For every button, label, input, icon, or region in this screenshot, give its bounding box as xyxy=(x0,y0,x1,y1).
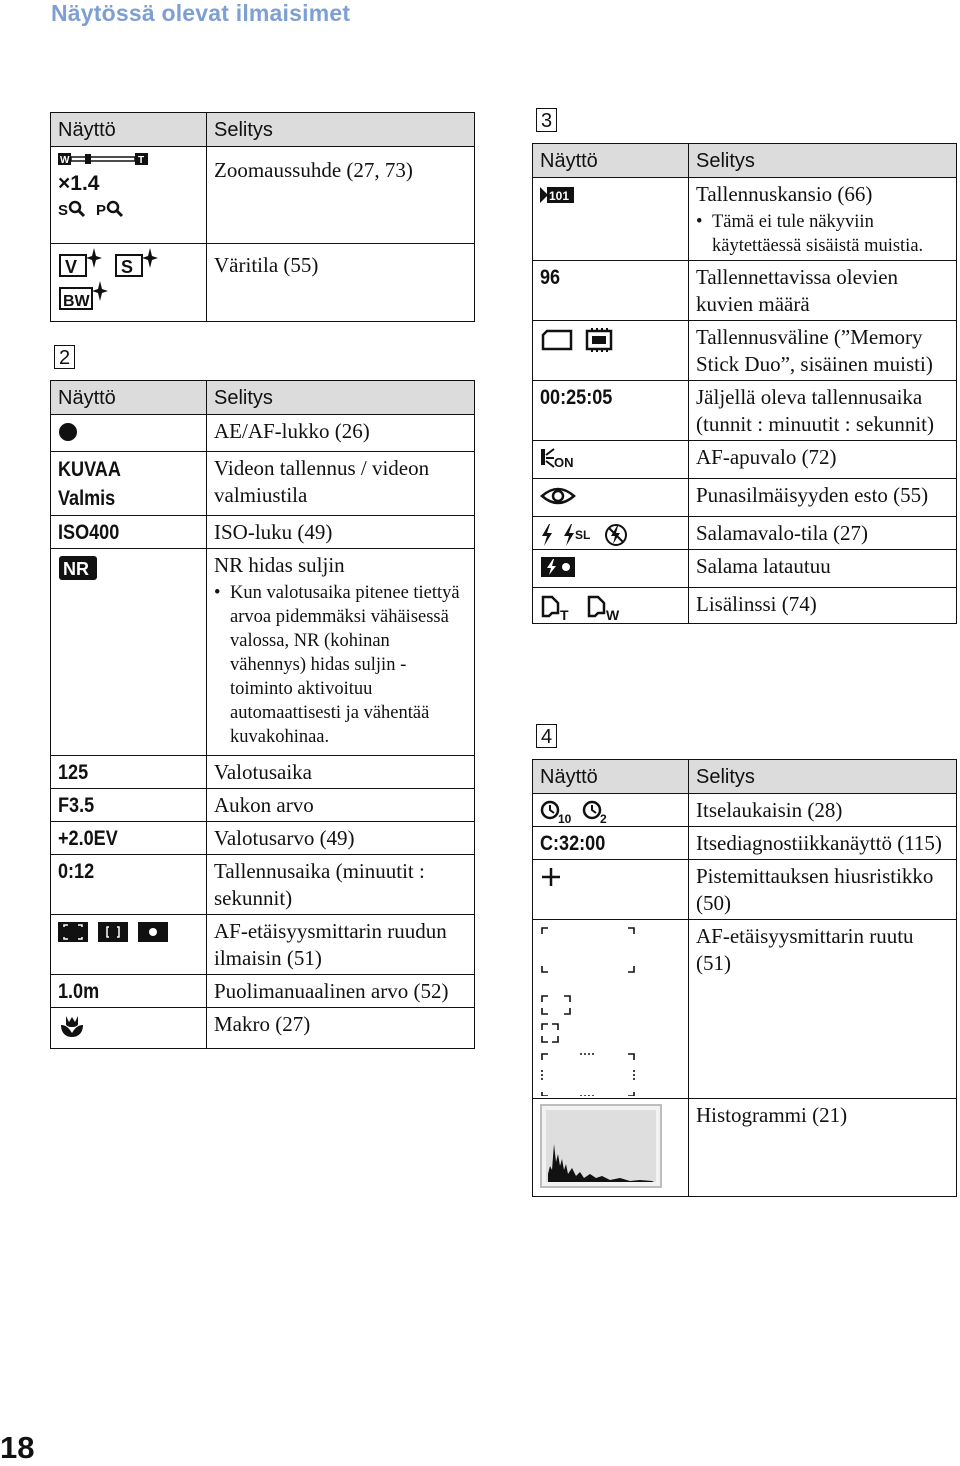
vivid-mode-icon xyxy=(58,248,102,278)
table-row xyxy=(51,756,475,789)
explanation-cell: Histogrammi (21) xyxy=(689,1099,957,1197)
iso-value: ISO400 xyxy=(58,521,120,544)
page-number: 18 xyxy=(0,1430,35,1465)
tele-conversion-lens-icon xyxy=(540,593,576,621)
self-diagnosis-value: C:32:00 xyxy=(540,832,606,855)
explanation-cell: Valotusaika xyxy=(207,756,475,789)
table-row xyxy=(533,920,957,1099)
explanation-cell: Valotusarvo (49) xyxy=(207,822,475,855)
af-range-finder-frames-icon xyxy=(540,926,636,1096)
remaining-images-value: 96 xyxy=(540,266,561,289)
table-row xyxy=(533,1099,957,1197)
color-mode-icons xyxy=(51,244,207,322)
precision-zoom-icon: P xyxy=(96,197,124,224)
explanation-cell: Salamavalo-tila (27) xyxy=(689,517,957,550)
svg-text:SL: SL xyxy=(575,528,591,542)
wide-conversion-lens-icon xyxy=(586,593,626,621)
svg-text:W: W xyxy=(60,155,70,166)
explanation-cell: NR hidas suljin xyxy=(214,553,345,577)
explanation-cell: AF-apuvalo (72) xyxy=(689,441,957,479)
zoom-indicators xyxy=(51,147,207,244)
explanation-cell: Makro (27) xyxy=(207,1008,475,1049)
zoom-bar-icon xyxy=(58,152,148,166)
svg-text:ON: ON xyxy=(554,455,574,469)
table-row xyxy=(51,855,475,915)
svg-text:W: W xyxy=(606,607,620,621)
exposure-value: +2.0EV xyxy=(58,827,118,850)
remaining-time-value: 00:25:05 xyxy=(540,386,613,409)
explanation-cell: Väritila (55) xyxy=(207,244,475,322)
recording-status-text: KUVAA xyxy=(58,458,121,481)
header-explanation: Selitys xyxy=(689,144,957,178)
explanation-cell: Aukon arvo xyxy=(207,789,475,822)
explanation-cell: Jäljellä oleva tallennusaika (tunnit : minuutit : sekunnit) xyxy=(689,381,957,441)
explanation-cell: Tallennusväline (”Memory Stick Duo”, sisäinen muisti) xyxy=(689,321,957,381)
explanation-cell: Videon tallennus / videon valmiustila xyxy=(207,452,475,516)
aperture-value: F3.5 xyxy=(58,794,95,817)
table-header xyxy=(51,381,475,415)
recording-folder-icon xyxy=(540,185,574,205)
table-row xyxy=(51,789,475,822)
internal-memory-icon xyxy=(584,328,614,352)
self-timer-2-icon xyxy=(582,800,612,824)
table-row xyxy=(51,1008,475,1049)
page-title: Näytössä olevat ilmaisimet xyxy=(51,0,351,26)
table-row xyxy=(533,827,957,860)
semi-manual-value: 1.0m xyxy=(58,980,100,1003)
shutter-speed-value: 125 xyxy=(58,761,89,784)
header-display: Näyttö xyxy=(533,144,689,178)
header-display: Näyttö xyxy=(533,760,689,794)
explanation-cell: AE/AF-lukko (26) xyxy=(207,415,475,452)
svg-text:S: S xyxy=(121,257,134,277)
table-header xyxy=(533,760,957,794)
svg-text:NR: NR xyxy=(63,559,89,579)
table-row xyxy=(533,479,957,517)
flash-forced-icon xyxy=(540,524,554,546)
af-illuminator-icon xyxy=(540,447,580,469)
table-row xyxy=(51,915,475,975)
table-row xyxy=(51,244,475,322)
svg-text:T: T xyxy=(560,607,569,621)
table-row xyxy=(533,794,957,827)
explanation-bullet: • Tämä ei tule näkyviin käytettäessä sisäistä muistia. xyxy=(696,210,950,258)
table-header xyxy=(51,113,475,147)
explanation-cell: Zoomaussuhde (27, 73) xyxy=(207,147,475,244)
smart-zoom-icon: S xyxy=(58,197,86,224)
svg-text:101: 101 xyxy=(549,189,570,203)
header-display: Näyttö xyxy=(51,113,207,147)
svg-text:2: 2 xyxy=(600,812,607,824)
section-number-3: 3 xyxy=(536,108,557,132)
table-row xyxy=(51,147,475,244)
indicator-table-2 xyxy=(50,380,475,1049)
table-row xyxy=(51,452,475,516)
red-eye-reduction-icon xyxy=(540,485,576,507)
explanation-cell: Tallennuskansio (66) xyxy=(696,182,873,206)
natural-mode-icon xyxy=(114,248,158,278)
table-row xyxy=(51,415,475,452)
table-row xyxy=(533,860,957,920)
table-row xyxy=(533,321,957,381)
spot-crosshair-icon xyxy=(540,866,562,888)
explanation-cell: Lisälinssi (74) xyxy=(689,588,957,624)
table-header xyxy=(533,144,957,178)
explanation-cell: Puolimanuaalinen arvo (52) xyxy=(207,975,475,1008)
svg-text:V: V xyxy=(65,257,78,277)
table-row xyxy=(51,975,475,1008)
explanation-cell: Itsediagnostiikkanäyttö (115) xyxy=(689,827,957,860)
header-explanation: Selitys xyxy=(689,760,957,794)
table-row xyxy=(51,549,475,756)
zoom-ratio: ×1.4 xyxy=(58,172,100,195)
explanation-cell: AF-etäisyysmittarin ruutu (51) xyxy=(689,920,957,1099)
ae-lock-dot-icon xyxy=(58,422,78,442)
flash-slow-sync-icon xyxy=(562,524,596,546)
nr-slow-shutter-icon xyxy=(58,555,98,581)
table-row xyxy=(51,822,475,855)
flash-charging-icon xyxy=(540,556,576,578)
recording-time-value: 0:12 xyxy=(58,860,95,883)
bw-mode-icon xyxy=(58,281,108,311)
svg-text:T: T xyxy=(138,155,145,166)
explanation-cell: AF-etäisyysmittarin ruudun ilmaisin (51) xyxy=(207,915,475,975)
table-row xyxy=(51,516,475,549)
explanation-cell: Salama latautuu xyxy=(689,550,957,588)
table-row xyxy=(533,178,957,261)
section-number-4: 4 xyxy=(536,724,557,748)
table-row xyxy=(533,261,957,321)
svg-text:BW: BW xyxy=(63,293,90,310)
indicator-table-3 xyxy=(532,143,957,624)
section-number-2: 2 xyxy=(54,345,75,369)
explanation-cell: Pistemittauksen hiusristikko (50) xyxy=(689,860,957,920)
self-timer-10-icon xyxy=(540,800,576,824)
explanation-cell: Punasilmäisyyden esto (55) xyxy=(689,479,957,517)
standby-status-text: Valmis xyxy=(58,487,116,510)
svg-text:10: 10 xyxy=(558,812,572,824)
header-explanation: Selitys xyxy=(207,113,475,147)
explanation-bullet: • Kun valotusaika pitenee tiettyä arvoa pidemmäksi vähäisessä valossa, NR (kohinan vähennys) hidas suljin -toiminto aktivoituu automaattisesti ja vähentää kuvakohinaa. xyxy=(214,581,468,749)
af-center-frame-icon xyxy=(98,922,128,942)
indicator-table-4 xyxy=(532,759,957,1197)
macro-tulip-icon xyxy=(58,1013,86,1039)
af-spot-frame-icon xyxy=(138,922,168,942)
histogram-icon xyxy=(540,1104,662,1188)
table-row xyxy=(533,441,957,479)
explanation-cell: Tallennusaika (minuutit : sekunnit) xyxy=(207,855,475,915)
table-row xyxy=(533,550,957,588)
header-explanation: Selitys xyxy=(207,381,475,415)
af-multi-frame-icon xyxy=(58,922,88,942)
indicator-table-1 xyxy=(50,112,475,322)
table-row xyxy=(533,588,957,624)
explanation-cell: Itselaukaisin (28) xyxy=(689,794,957,827)
flash-off-icon xyxy=(604,523,628,547)
table-row xyxy=(533,517,957,550)
explanation-cell: Tallennettavissa olevien kuvien määrä xyxy=(689,261,957,321)
header-display: Näyttö xyxy=(51,381,207,415)
explanation-cell: ISO-luku (49) xyxy=(207,516,475,549)
table-row xyxy=(533,381,957,441)
memory-stick-icon xyxy=(540,329,574,351)
